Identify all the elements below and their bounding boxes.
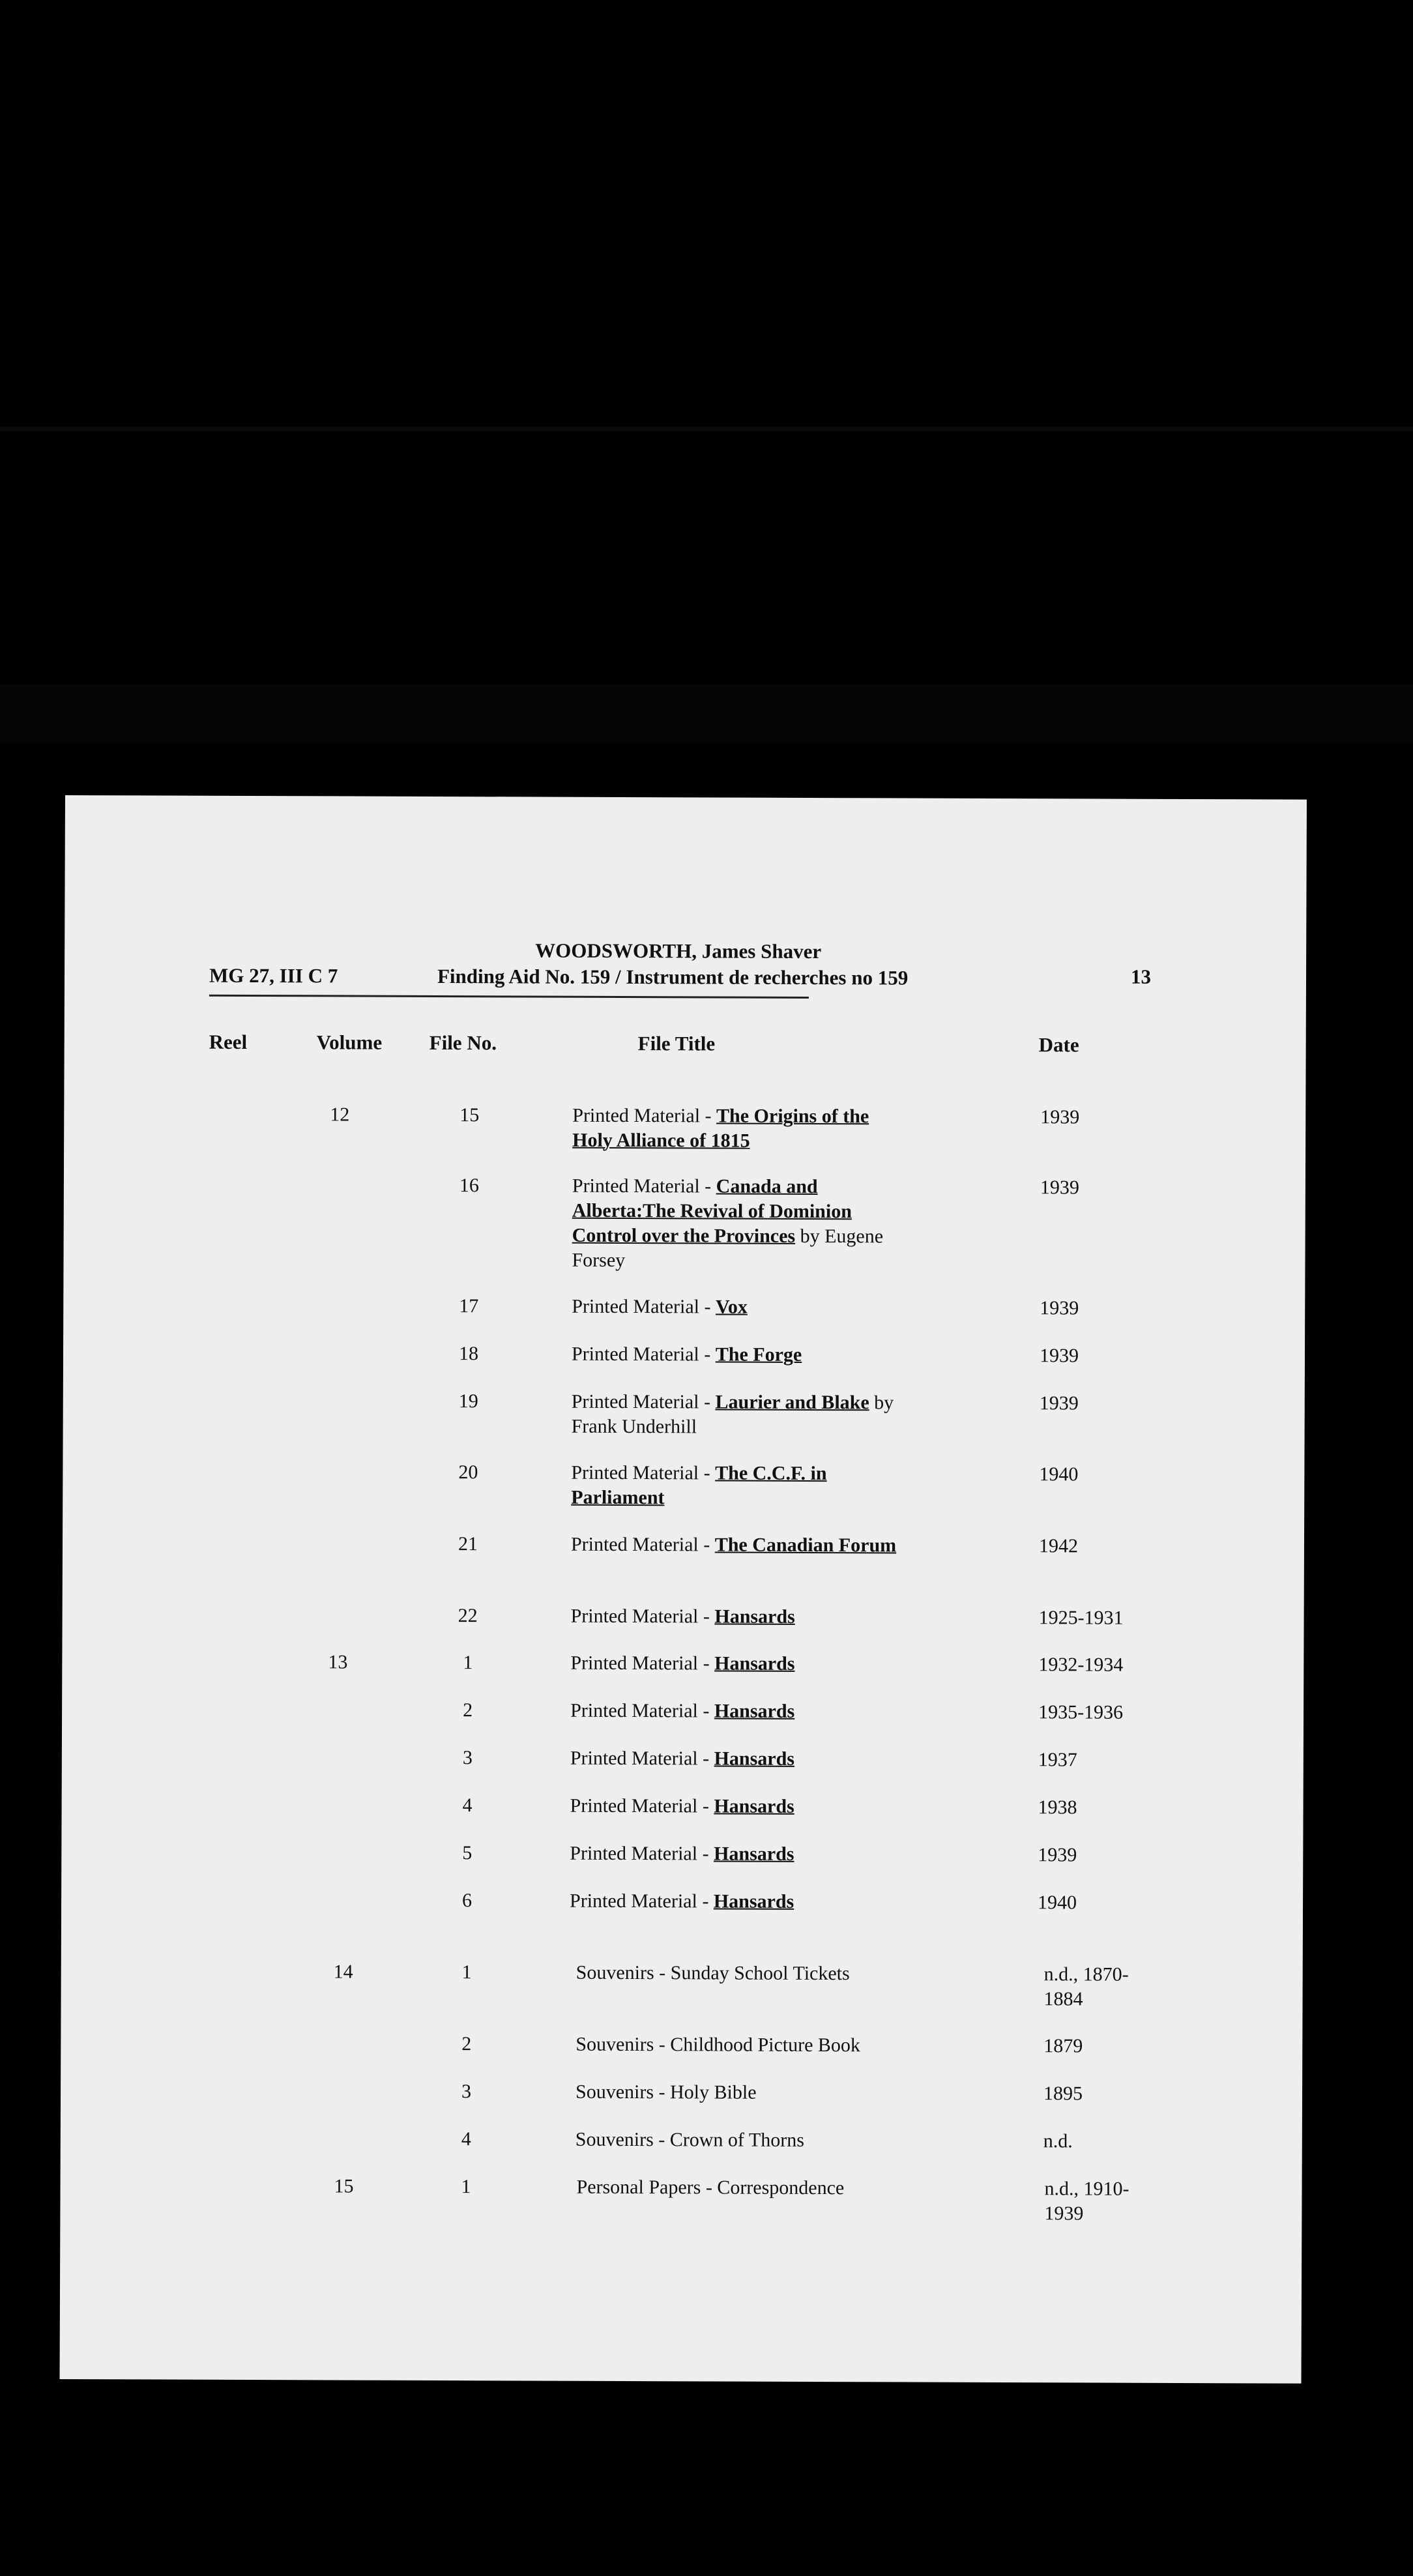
- file-title: [576, 1961, 915, 1987]
- file-number: 2: [463, 1699, 473, 1721]
- publication-title: Hansards: [713, 1890, 794, 1912]
- file-title: [575, 2032, 914, 2058]
- file-title-prefix: Printed Material -: [570, 1890, 714, 1912]
- file-title: [570, 1794, 909, 1820]
- publication-title: The C.C.F. in Parliament: [571, 1462, 827, 1509]
- file-title: [572, 1390, 910, 1441]
- file-title-prefix: Printed Material -: [570, 1533, 715, 1556]
- file-number: 2: [461, 2033, 472, 2055]
- collection-reference: MG 27, III C 7: [209, 963, 338, 988]
- publication-title: Hansards: [714, 1700, 795, 1722]
- column-header-file-title: File Title: [637, 1032, 716, 1055]
- file-date: 1938: [1038, 1796, 1077, 1819]
- file-date: 1940: [1039, 1463, 1079, 1486]
- file-date: n.d.: [1043, 2130, 1073, 2152]
- file-number: 19: [458, 1390, 478, 1412]
- publication-title: Hansards: [714, 1748, 795, 1770]
- file-number: 1: [461, 1961, 472, 1983]
- file-date: 1942: [1038, 1535, 1079, 1557]
- file-title: [572, 1174, 911, 1274]
- file-title-prefix: Souvenirs - Sunday School Tickets: [575, 1961, 850, 1985]
- volume-number: 13: [328, 1651, 348, 1673]
- file-title: [570, 1841, 909, 1867]
- file-number: 6: [462, 1890, 473, 1912]
- volume-number: 14: [333, 1961, 353, 1983]
- file-title: [576, 2175, 915, 2201]
- file-date: 1937: [1038, 1749, 1077, 1771]
- file-number: 3: [462, 1747, 473, 1769]
- header-rule: [209, 995, 809, 999]
- file-title: [571, 1604, 910, 1630]
- file-title-suffix: by Eugene Forsey: [572, 1225, 884, 1272]
- file-title: [572, 1342, 910, 1368]
- publication-title: The Forge: [715, 1343, 802, 1366]
- publication-title: Hansards: [714, 1605, 795, 1628]
- file-title-prefix: Printed Material -: [570, 1605, 715, 1628]
- file-title-prefix: Souvenirs - Crown of Thorns: [575, 2128, 804, 2151]
- file-date: 1879: [1043, 2035, 1083, 2057]
- file-date: n.d., 1870-1884: [1043, 1963, 1129, 2010]
- publication-title: The Canadian Forum: [714, 1534, 897, 1557]
- publication-title: Hansards: [714, 1843, 794, 1865]
- file-title-prefix: Printed Material -: [571, 1343, 716, 1366]
- file-number: 20: [458, 1461, 478, 1484]
- publication-title: Hansards: [714, 1795, 794, 1817]
- file-number: 22: [458, 1605, 478, 1627]
- file-title-prefix: Souvenirs - Childhood Picture Book: [575, 2033, 861, 2056]
- file-date: 1939: [1039, 1345, 1079, 1367]
- publication-title: Vox: [715, 1296, 748, 1318]
- file-number: 15: [459, 1104, 480, 1126]
- file-date: n.d., 1910-1939: [1044, 2178, 1129, 2225]
- column-header-file-no: File No.: [429, 1031, 497, 1055]
- file-title: [575, 2080, 914, 2106]
- file-number: 1: [461, 2176, 471, 2198]
- file-title-prefix: Souvenirs - Holy Bible: [575, 2081, 757, 2103]
- file-title: [575, 2128, 914, 2154]
- document-page: [60, 795, 1307, 2384]
- file-title-prefix: Printed Material -: [570, 1842, 714, 1865]
- page-number: 13: [1130, 965, 1152, 988]
- file-date: 1932-1934: [1038, 1654, 1124, 1676]
- scan-streak: [0, 427, 1413, 431]
- file-date: 1895: [1043, 2083, 1083, 2105]
- file-title: [571, 1532, 910, 1559]
- file-number: 3: [461, 2081, 472, 2103]
- file-number: 1: [463, 1652, 473, 1674]
- volume-number: 15: [334, 2175, 354, 2197]
- file-date: 1939: [1040, 1297, 1079, 1319]
- file-title: [571, 1461, 910, 1512]
- file-title: [570, 1699, 909, 1725]
- file-title-prefix: Printed Material -: [571, 1461, 716, 1484]
- file-title-prefix: Printed Material -: [572, 1295, 716, 1318]
- column-header-date: Date: [1038, 1033, 1079, 1057]
- file-title: [570, 1746, 909, 1772]
- file-title: [570, 1889, 909, 1915]
- file-number: 17: [459, 1295, 479, 1317]
- finding-aid-title: Finding Aid No. 159 / Instrument de recherches no 159: [437, 964, 909, 989]
- file-number: 21: [458, 1533, 478, 1555]
- volume-number: 12: [330, 1104, 350, 1126]
- file-title: [572, 1104, 911, 1154]
- publication-title: Hansards: [714, 1652, 795, 1675]
- publication-title: The Origins of the Holy Alliance of 1815: [572, 1105, 869, 1152]
- file-number: 5: [462, 1842, 473, 1864]
- file-date: 1925-1931: [1038, 1607, 1124, 1629]
- file-date: 1939: [1040, 1177, 1079, 1199]
- file-title-prefix: Printed Material -: [570, 1794, 714, 1817]
- file-title-suffix: by Frank Underhill: [571, 1392, 894, 1438]
- fonds-name: WOODSWORTH, James Shaver: [535, 939, 822, 963]
- file-date: 1940: [1038, 1892, 1077, 1914]
- file-title: [572, 1295, 910, 1321]
- file-date: 1939: [1039, 1392, 1079, 1414]
- publication-title: Canada and Alberta:The Revival of Dominion Control over the Provinces: [572, 1175, 852, 1247]
- publication-title: Laurier and Blake: [715, 1391, 869, 1414]
- file-number: 4: [462, 1794, 473, 1817]
- file-title-prefix: Printed Material -: [570, 1652, 715, 1675]
- column-header-reel: Reel: [209, 1030, 248, 1053]
- file-number: 4: [461, 2128, 471, 2150]
- file-title-prefix: Printed Material -: [572, 1104, 717, 1127]
- file-date: 1935-1936: [1038, 1701, 1124, 1723]
- file-title-prefix: Printed Material -: [570, 1699, 714, 1722]
- column-header-volume: Volume: [316, 1031, 383, 1054]
- file-date: 1939: [1038, 1844, 1077, 1866]
- file-title: [570, 1651, 909, 1677]
- file-date: 1939: [1040, 1106, 1080, 1128]
- file-number: 16: [459, 1175, 479, 1197]
- file-title-prefix: Printed Material -: [571, 1390, 716, 1413]
- file-title-prefix: Printed Material -: [572, 1175, 716, 1197]
- file-title-prefix: Printed Material -: [570, 1747, 714, 1770]
- file-number: 18: [458, 1343, 479, 1365]
- scan-streak: [0, 684, 1413, 743]
- file-title-prefix: Personal Papers - Correspondence: [576, 2176, 845, 2199]
